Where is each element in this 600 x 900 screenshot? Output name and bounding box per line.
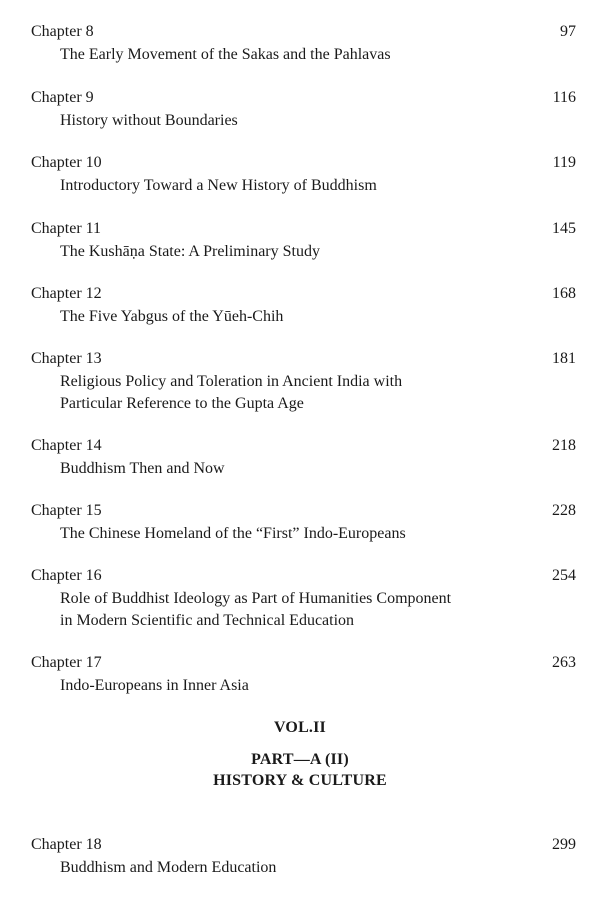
- chapter-page-number: 97: [560, 23, 576, 40]
- chapter-label: Chapter 17: [31, 654, 102, 671]
- chapter-page-number: 119: [552, 154, 576, 171]
- chapter-title: History without Boundaries: [60, 112, 238, 129]
- chapter-label: Chapter 9: [31, 89, 94, 106]
- chapter-page-number: 228: [552, 502, 576, 519]
- chapter-title: The Kushāṇa State: A Preliminary Study: [60, 243, 320, 260]
- chapter-title: The Early Movement of the Sakas and the Pahlavas: [60, 46, 391, 63]
- chapter-title-line-2: in Modern Scientific and Technical Education: [60, 612, 355, 629]
- chapter-page-number: 299: [552, 836, 576, 853]
- part-heading: PART—A (II): [251, 751, 349, 768]
- chapter-title-line-1: Religious Policy and Toleration in Ancient India with: [60, 373, 403, 390]
- chapter-page-number: 116: [552, 89, 576, 106]
- chapter-label: Chapter 14: [31, 437, 102, 454]
- chapter-title: Introductory Toward a New History of Buddhism: [60, 177, 377, 194]
- chapter-title: Buddhism and Modern Education: [60, 859, 277, 876]
- chapter-title-line-2: Particular Reference to the Gupta Age: [60, 395, 304, 412]
- section-heading: HISTORY & CULTURE: [213, 772, 387, 789]
- chapter-label: Chapter 12: [31, 285, 102, 302]
- chapter-label: Chapter 16: [31, 567, 102, 584]
- chapter-label: Chapter 11: [31, 220, 102, 237]
- chapter-label: Chapter 13: [31, 350, 102, 367]
- chapter-page-number: 254: [552, 567, 576, 584]
- chapter-title: Indo-Europeans in Inner Asia: [60, 677, 249, 694]
- chapter-page-number: 181: [552, 350, 576, 367]
- chapter-title: Buddhism Then and Now: [60, 460, 225, 477]
- chapter-label: Chapter 18: [31, 836, 102, 853]
- chapter-page-number: 145: [552, 220, 576, 237]
- chapter-page-number: 168: [552, 285, 576, 302]
- chapter-title: The Chinese Homeland of the “First” Indo-Europeans: [60, 525, 406, 542]
- chapter-label: Chapter 10: [31, 154, 102, 171]
- chapter-page-number: 218: [552, 437, 576, 454]
- chapter-title: The Five Yabgus of the Yūeh-Chih: [60, 308, 284, 325]
- chapter-label: Chapter 8: [31, 23, 94, 40]
- chapter-title-line-1: Role of Buddhist Ideology as Part of Humanities Component: [60, 590, 452, 607]
- chapter-label: Chapter 15: [31, 502, 102, 519]
- chapter-page-number: 263: [552, 654, 576, 671]
- volume-heading: VOL.II: [273, 719, 326, 736]
